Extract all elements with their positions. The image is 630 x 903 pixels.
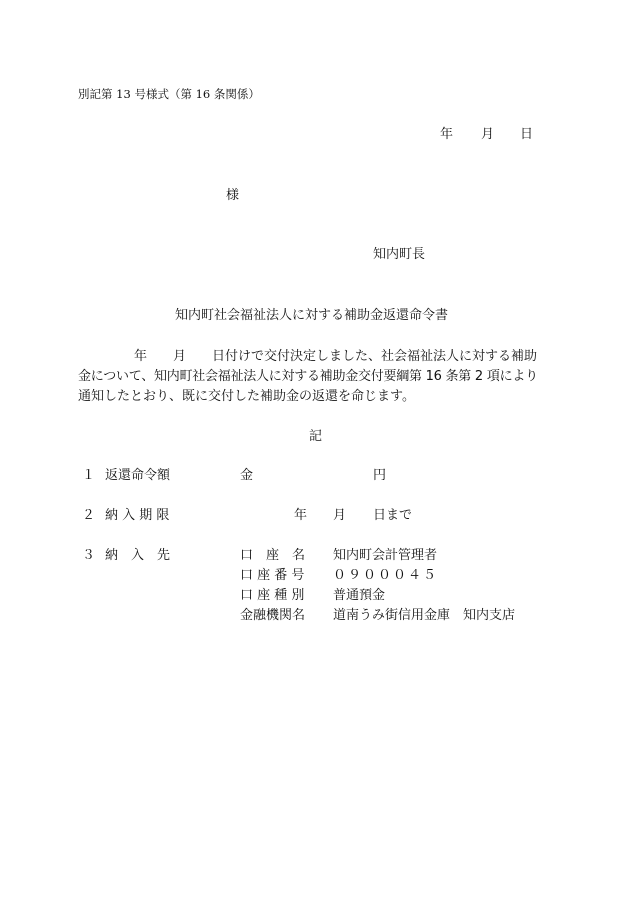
date-year-label: 年 xyxy=(440,127,454,142)
date-month-label: 月 xyxy=(481,127,495,142)
date-day-label: 日 xyxy=(520,127,534,142)
account-name-value: 知内町会計管理者 xyxy=(333,548,438,563)
account-number-label: 口 座 番 号 xyxy=(240,568,305,583)
item-1-number: １ xyxy=(82,468,96,483)
body-line-3: 通知したとおり、既に交付した補助金の返還を命じます。 xyxy=(78,389,415,404)
account-type-label: 口 座 種 別 xyxy=(240,588,305,603)
ki-heading: 記 xyxy=(309,429,323,444)
body-line-1: 日付けで交付決定しました、社会福祉法人に対する補助 xyxy=(212,349,538,364)
item-3-number: ３ xyxy=(82,548,96,563)
item-2-year-label: 年 xyxy=(294,508,308,523)
item-1-label: 返還命令額 xyxy=(105,468,171,483)
item-2-number: ２ xyxy=(82,508,96,523)
item-2-day-label: 日まで xyxy=(373,508,413,523)
issuer-name: 知内町長 xyxy=(373,247,426,262)
item-2-label: 納 入 期 限 xyxy=(105,508,170,523)
item-1-suffix: 円 xyxy=(373,468,387,483)
body-month-label: 月 xyxy=(173,349,187,364)
bank-name-label: 金融機関名 xyxy=(240,608,306,623)
item-1-prefix: 金 xyxy=(240,468,254,483)
document-title: 知内町社会福祉法人に対する補助金返還命令書 xyxy=(175,308,449,323)
form-reference: 別記第 13 号様式（第 16 条関係） xyxy=(78,87,260,101)
body-line-2: 金について、知内町社会福祉法人に対する補助金交付要綱第 16 条第 2 項により xyxy=(78,369,538,384)
account-number-value: ０９０００４５ xyxy=(333,568,439,583)
bank-name-value: 道南うみ街信用金庫 知内支店 xyxy=(333,608,516,623)
addressee-suffix: 様 xyxy=(226,188,240,203)
item-2-month-label: 月 xyxy=(333,508,347,523)
account-name-label: 口 座 名 xyxy=(240,548,306,563)
account-type-value: 普通預金 xyxy=(333,588,386,603)
item-3-label: 納 入 先 xyxy=(105,548,171,563)
body-year-label: 年 xyxy=(134,349,148,364)
